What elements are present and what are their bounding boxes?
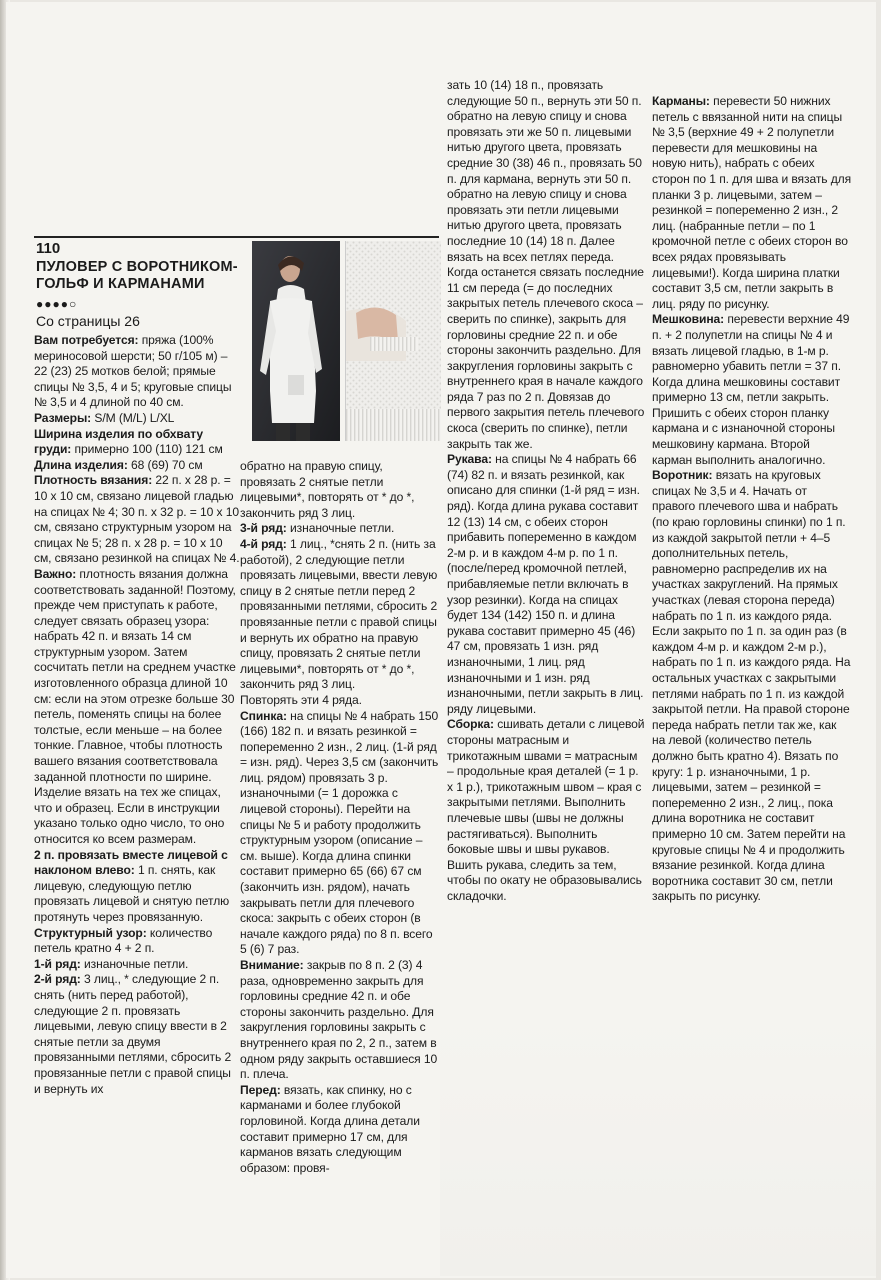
paragraph [240, 1083, 440, 1177]
paragraph [34, 957, 240, 973]
paragraph-text: Повторять эти 4 ряда. [240, 692, 362, 707]
paragraph-heading: 1-й ряд: [34, 956, 81, 971]
paragraph-heading: Длина изделия: [34, 457, 128, 472]
paragraph [652, 312, 852, 468]
paragraph-heading: Вам потребуется: [34, 333, 139, 347]
paragraph [34, 473, 240, 567]
paragraph-text: на спицы № 4 набрать 150 (166) 182 п. и вязать резинкой = попеременно 2 изн., 2 лиц. (1-й ряд = изн. ряд). Через 3,5 см (закончить лиц. рядом) провязать 3 р. изнаночными (= 1 дорожка с лицевой стороны). Перейти на спицы № 5 и работу продолжить структурным узором (описание – см. выше). Когда длина спинки составит примерно 65 (66) 67 см (закончить изн. рядом), начать закрывать петли для плечевого скоса: закрыть с обеих сторон (в начале каждого ряда) по 8 п. всего 5 (6) 7 раз. [240, 708, 439, 957]
paragraph-text: примерно 100 (110) 121 см [71, 442, 223, 457]
source-page-note: Со страницы 26 [36, 313, 140, 329]
paragraph [447, 717, 645, 904]
paragraph-heading: Ширина изделия по обхвату груди: [34, 426, 203, 457]
difficulty-rating: ●●●●○ [36, 297, 78, 311]
paragraph-heading: Спинка: [240, 708, 287, 723]
pattern-number: 110 [36, 240, 61, 257]
paragraph [240, 521, 440, 537]
paragraph-text: плотность вязания должна соответствовать заданной! Поэтому, прежде чем приступать к работе, следует связать образец узора: набрать 42 п. и вязать 14 см структурным узором. Затем сосчитать петли на среднем участке изготовленного образца длиной 10 см: если на этом отрезке больше 30 петель, поменять спицы на более толстые, если меньше – на более тонкие. Главное, чтобы плотность вашего вязания соответствовала заданной плотности по ширине. Изделие вязать на тех же спицах, что и образец. Если в инструкции указано только одно число, то оно относится ко всем размерам. [34, 566, 236, 846]
paragraph [447, 452, 645, 717]
paragraph [34, 972, 240, 1097]
paragraph-text: 22 п. х 28 р. = 10 х 10 см, связано лицевой гладью на спицах № 4; 30 п. х 32 р. = 10 х 10 см, связано структурным узором на спицах № 5; 28 п. х 28 р. = 10 х 10 см, связано резинкой на спицах № 4. [34, 473, 240, 566]
paragraph [240, 958, 440, 1083]
paragraph-heading: Воротник: [652, 468, 713, 483]
model-illustration [252, 241, 340, 441]
paragraph-heading: Внимание: [240, 958, 304, 972]
paragraph [34, 411, 240, 427]
paragraph-heading: Рукава: [447, 452, 492, 467]
page-blank-area [440, 1010, 876, 1276]
paragraph-heading: Важно: [34, 566, 77, 581]
paragraph-heading: Плотность вязания: [34, 473, 153, 488]
paragraph-text: 3 лиц., * следующие 2 п. снять (нить перед работой), следующие 2 п. провязать лицевыми, левую спицу ввести в 2 снятые петли за двумя провязанными петлями, сбросить 2 провязанные петли с правой спицы и вернуть их [34, 972, 232, 1096]
paragraph-heading: Карманы: [652, 94, 710, 108]
paragraph-text: вязать на круговых спицах № 3,5 и 4. Начать от правого плечевого шва и набрать (по краю горловины спинки) по 1 п. из каждой закрытой петли + 4–5 дополнительных петель, равномерно распределив их на участках закруглений. На прямых участках (левая сторона переда) набрать по 1 п. из каждого ряда. Если закрыто по 1 п. за один раз (в каждом 4-м р. и каждом 2-м р.), набрать по 1 п. из каждого ряда. На остальных участках с закрытыми петлями набрать по 1 п. из каждой закрытой петли. На правой стороне переда набрать петли так же, как на левой (количество петель должно быть кратно 4). Вязать по кругу: 1 р. изнаночными, 1 р. лицевыми, затем – резинкой = попеременно 2 изн., 2 лиц., пока длина воротника не составит примерно 10 см. Затем перейти на круговые спицы № 4 и продолжить вязание резинкой. Когда длина воротника составит 30 см, петли закрыть по рисунку. [652, 468, 851, 904]
paragraph-text: пряжа (100% мериносовой шерсти; 50 г/105 м) – 22 (23) 25 мотков белой; прямые спицы № 3,5, 4 и 5; круговые спицы № 3,5 и 4 длиной по 40 см. [34, 333, 232, 410]
paragraph-text: перевести верхние 49 п. + 2 полупетли на спицы № 4 и вязать лицевой гладью, в 1-м р. равномерно убавить петли = 37 п. Когда длина мешковины составит примерно 13 см, петли закрыть. Пришить с обеих сторон планку кармана и с изнаночной стороны мешковину кармана. Второй карман выполнить аналогично. [652, 312, 850, 467]
paragraph-text: 1 п. снять, как лицевую, следующую петлю провязать лицевой и снятую петлю протянуть через провязанную. [34, 863, 230, 924]
paragraph-text: перевести 50 нижних петель с ввязанной нити на спицы № 3,5 (верхние 49 + 2 полупетли перевести для мешковины на новую нить), набрать с обеих сторон по 1 п. для шва и вязать для планки 3 р. лицевыми, затем – резинкой = попеременно 2 изн., 2 лиц. (набранные петли – по 1 кромочной петле с обеих сторон во всех рядах провязывать лицевыми!). Когда ширина платки составит 3,5 см, петли закрыть в лиц. ряду по рисунку. [652, 94, 852, 311]
paragraph-text: обратно на правую спицу, провязать 2 снятые петли лицевыми*, повторять от * до *, закончить ряд 3 лиц. [240, 459, 415, 520]
pattern-title: ПУЛОВЕР С ВОРОТНИКОМ-ГОЛЬФ И КАРМАНАМИ [36, 259, 238, 292]
paragraph-text: изнаночные петли. [80, 956, 189, 971]
paragraph [652, 94, 852, 312]
paragraph-text: закрыв по 8 п. 2 (3) 4 раза, одновременно закрыть для горловины средние 42 п. и обе стороны закончить раздельно. Для закругления горловины закрыть с внутреннего края по 2, 2 п., затем в одном ряду закрыть оставшиеся 10 п. плеча. [240, 958, 438, 1082]
heading-rule [34, 236, 439, 238]
model-photo [252, 241, 340, 441]
paragraph-heading: Структурный узор: [34, 925, 147, 940]
paragraph [240, 709, 440, 959]
paragraph-heading: Мешковина: [652, 312, 725, 327]
paragraph [447, 265, 645, 452]
paragraph [447, 78, 645, 265]
paragraph-heading: Сборка: [447, 717, 494, 732]
paragraph-heading: Размеры: [34, 410, 92, 425]
detail-photo [345, 241, 441, 441]
text-column-2 [240, 459, 440, 1176]
paragraph [240, 693, 440, 709]
paragraph-heading: Перед: [240, 1082, 281, 1097]
paragraph-text: сшивать детали с лицевой стороны матрасным и трикотажным швами = матрасным – продольные края деталей (= 1 р. х 1 р.), трикотажным швом – края с закрытыми петлями. Выполнить плечевые швы (швы не должны растягиваться). Выполнить боковые швы и швы рукавов. Вшить рукава, следить за тем, чтобы по окату не образовывались складочки. [447, 717, 645, 903]
paragraph [34, 427, 240, 458]
paragraph [240, 537, 440, 693]
paragraph-text: изнаночные петли. [286, 521, 395, 536]
paragraph [34, 926, 240, 957]
paragraph [240, 459, 440, 521]
text-column-1 [34, 333, 240, 1097]
paragraph-text: 68 (69) 70 см [127, 457, 203, 472]
paragraph [34, 848, 240, 926]
paragraph [34, 458, 240, 474]
paragraph-heading: 2 п. провязать вместе лицевой с наклоном влево: [34, 847, 228, 878]
paragraph-heading: 3-й ряд: [240, 521, 287, 536]
paragraph-text: S/M (M/L) L/XL [91, 410, 175, 425]
paragraph-text: зать 10 (14) 18 п., провязать следующие 50 п., вернуть эти 50 п. обратно на левую спицу и снова провязать эти же 50 п. лицевыми нитью другого цвета, провязать средние 30 (38) 46 п., провязать 50 п. для кармана, вернуть эти 50 п. обратно на левую спицу и снова провязать эти петли лицевыми нитью другого цвета, провязать последние 10 (14) 18 п. Далее вязать на всех петлях переда. [447, 78, 642, 264]
paragraph [34, 567, 240, 848]
paragraph-heading: 2-й ряд: [34, 972, 81, 987]
paragraph-text: 1 лиц., *снять 2 п. (нить за работой), 2 следующие петли провязать лицевыми, ввести левую спицу в 2 снятые петли перед 2 провязанными петлями, сбросить 2 провязанные петли с правой спицы и вернуть их обратно на правую спицу, провязать 2 снятые петли лицевыми*, повторять от * до *, закончить ряд 3 лиц. [240, 536, 438, 692]
paragraph-heading: 4-й ряд: [240, 536, 287, 551]
paragraph-text: количество петель кратно 4 + 2 п. [34, 925, 213, 956]
paragraph-text: вязать, как спинку, но с карманами и более глубокой горловиной. Когда длина детали составит примерно 17 см, для карманов вязать следующим образом: провя- [240, 1082, 420, 1175]
knit-detail-illustration [346, 241, 441, 441]
text-column-3 [447, 78, 645, 904]
paragraph [652, 468, 852, 905]
text-column-4 [652, 94, 852, 905]
paragraph-text: на спицы № 4 набрать 66 (74) 82 п. и вязать резинкой, как описано для спинки (1-й ряд = изн. ряд). Когда длина рукава составит 12 (13) 14 см, с обеих сторон прибавить попеременно в каждом 2-м р. и в каждом 4-м р. по 1 п. (после/перед кромочной петлей, прибавляемые петли включать в узор резинки). Когда на спицах будет 134 (142) 150 п. и длина рукава составит примерно 45 (46) 47 см, провязать 1 изн. ряд изнаночными, 1 лиц. ряд изнаночными и 1 изн. ряд изнаночными, петли закрыть в лиц. ряду лицевыми. [447, 452, 644, 716]
paragraph [34, 333, 240, 411]
paragraph-text: Когда останется связать последние 11 см переда (= до последних закрытых петель плечевого скоса – сверить по спинке), закрыть для горловины средние 22 п. и обе стороны закончить раздельно. Для закругления горловины закрыть с внутреннего края в начале каждого ряда 7 раз по 2 п. Довязав до первого закрытия петель плечевого скоса (сверить по спинке), петли закрыть так же. [447, 265, 645, 451]
